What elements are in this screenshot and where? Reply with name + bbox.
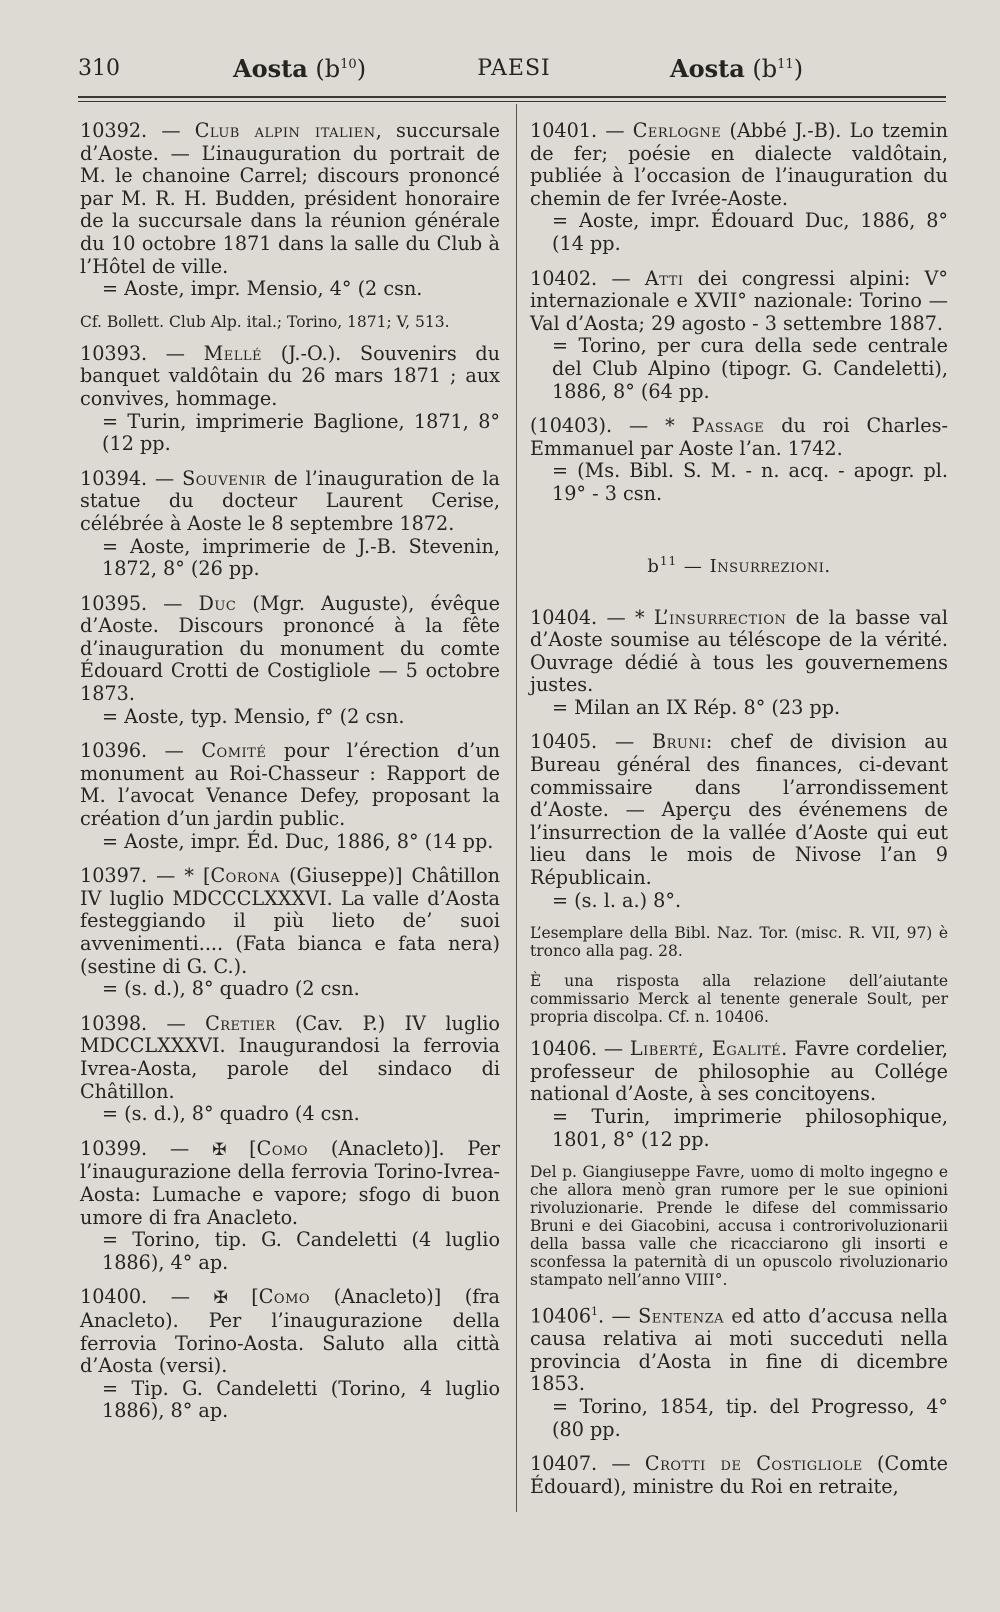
entry-publication: = Turin, imprimerie Baglione, 1871, 8° (12 pp. bbox=[102, 409, 500, 456]
entry-publication: = Aoste, impr. Mensio, 4° (2 csn. bbox=[102, 277, 423, 301]
header-right-title: Aosta $(b^{11})$ bbox=[670, 54, 804, 83]
left-column bbox=[80, 120, 500, 1435]
entry-author: Cerlogne bbox=[632, 119, 722, 142]
entry-author: Club alpin italien bbox=[194, 119, 376, 142]
entry-author: Mellé bbox=[203, 341, 263, 365]
cross-icon: ✠ bbox=[213, 1288, 228, 1309]
entry-10394: 10394. — Souvenir de l’inauguration de la statue du docteur Laurent Cerise, célébrée à Aoste le 8 septembre 1872. = Aoste, imprimerie de J.-B. Stevenin, 1872, 8° (26 pp. bbox=[80, 466, 500, 581]
entry-10397: 10397. — * [Corona (Giuseppe)] Châtillon IV luglio MDCCCLXXXVI. La valle d’Aosta festeggiando il più lieto de’ suoi avvenimenti.... (Fata bianca e fata nera) (sestine di G. C.). = (s. d.), 8° quadro (2 csn. bbox=[80, 864, 501, 1001]
entry-author: Crotti de Costigliole bbox=[644, 1452, 863, 1476]
entry-10401: 10401. — Cerlogne (Abbé J.-B). Lo tzemin de fer; poésie en dialecte valdôtain, publiée à l’occasion de l’inauguration du chemin de fer Ivrée-Aoste. = Aoste, impr. Édouard Duc, 1886, 8° (14 pp. bbox=[530, 119, 948, 255]
entry-10406: 10406. — Liberté, Egalité. Favre cordelier, professeur de philosophie au Collége national d’Aoste, à ses concitoyens. = Turin, imprimerie philosophique, 1801, 8° (12 pp. bbox=[530, 1037, 948, 1151]
entry-publication: = (s. d.), 8° quadro (4 csn. bbox=[102, 1102, 360, 1126]
entry-publication: = (Ms. Bibl. S. M. - n. acq. - apogr. pl. 19° - 3 csn. bbox=[552, 459, 948, 505]
entry-publication: = Turin, imprimerie philosophique, 1801, 8° (12 pp. bbox=[552, 1105, 948, 1151]
header-left-title: Aosta $(b^{10})$ bbox=[233, 54, 367, 83]
entry-author: L’insurrection bbox=[653, 605, 787, 629]
entry-10402: 10402. — Atti dei congressi alpini: V° internazionale e XVII° nazionale: Torino — Val d’Aosta; 29 agosto - 3 settembre 1887. = Torino, per cura della sede centrale del Club Alpino (tipogr. G. Candeletti), 1886, 8° (64 pp. bbox=[530, 266, 949, 403]
entry-publication: = Aoste, typ. Mensio, f° (2 csn. bbox=[102, 704, 405, 728]
entry-author: Como bbox=[256, 1136, 308, 1160]
entry-author: Cretier bbox=[205, 1011, 276, 1035]
entry-publication: = (s. d.), 8° quadro (2 csn. bbox=[102, 977, 360, 1001]
entry-author: Atti bbox=[644, 266, 684, 290]
entry-10393: 10393. — Mellé (J.-O.). Souvenirs du banquet valdôtain du 26 mars 1871 ; aux convives, hommage. = Turin, imprimerie Baglione, 1871, 8° (12 pp. bbox=[80, 341, 500, 456]
entry-10399: 10399. — ✠ [Como (Anacleto)]. Per l’inaugurazione della ferrovia Torino-Ivrea-Aosta: Lumache e vapore; sfogo di buon umore di fra Anacleto. = Torino, tip. G. Candeletti (4 luglio 1886), 4° ap. bbox=[80, 1136, 500, 1274]
header-center-title: PAESI bbox=[477, 56, 551, 81]
entry-publication: = Milan an IX Rép. 8° (23 pp. bbox=[552, 695, 841, 719]
entry-note: Del p. Giangiuseppe Favre, uomo di molto ingegno e che allora menò gran rumore per le sue opinioni rivoluzionarie. Prende le difese del commissario Bruni e dei Giacobini, accusa i controrivoluzionarii della bassa valle che ricacciarono gli insorti e sconfessa la paternità di un opuscolo rivoluzionario stampato nell’anno VIII°. bbox=[530, 1163, 948, 1290]
entry-10392: 10392. — Club alpin italien, succursale d’Aoste. — L’inauguration du portrait de M. le chanoine Carrel; discours prononcé par M. R. H. Budden, président honoraire de la succursale dans la réunion générale du 10 octobre 1871 dans la salle du Club à l’Hôtel de ville. = Aoste, impr. Mensio, 4° (2 csn. bbox=[80, 119, 500, 301]
section-heading: $b^{11}$ — Insurrezioni. bbox=[647, 553, 831, 577]
entry-publication: = Aoste, impr. Éd. Duc, 1886, 8° (14 pp. bbox=[102, 829, 494, 853]
entry-author: Liberté, Egalité. bbox=[629, 1037, 788, 1061]
entry-author: Duc bbox=[198, 591, 237, 615]
header-rule-thick bbox=[78, 96, 946, 98]
entry-author: Como bbox=[258, 1285, 311, 1309]
entry-10396: 10396. — Comité pour l’érection d’un monument au Roi-Chasseur : Rapport de M. l’avocat Venance Defey, proposant la création d’un jardin public. = Aoste, impr. Éd. Duc, 1886, 8° (14 pp. bbox=[80, 739, 500, 853]
entry-10406-1: 10406$^1$. — Sentenza ed atto d’accusa nella causa relativa ai moti succeduti nella provincia d’Aosta in fine di dicembre 1853. = Torino, 1854, tip. del Progresso, 4° (80 pp. bbox=[530, 1304, 948, 1441]
entry-10404: 10404. — * L’insurrection de la basse val d’Aoste soumise au téléscope de la vérité. Ouvrage dédié à tous les gouvernemens justes. = Milan an IX Rép. 8° (23 pp. bbox=[530, 605, 949, 719]
entry-publication: = (s. l. a.) 8°. bbox=[552, 888, 682, 912]
entry-note: L’esemplare della Bibl. Naz. Tor. (misc. R. VII, 97) è tronco alla pag. 28. bbox=[530, 924, 948, 961]
column-divider bbox=[516, 104, 517, 1512]
entry-author: Passage bbox=[691, 414, 765, 438]
header-rule-thin bbox=[78, 101, 946, 102]
entry-publication: = Tip. G. Candeletti (Torino, 4 luglio 1886), 8° ap. bbox=[102, 1376, 500, 1423]
entry-publication: = Aoste, imprimerie de J.-B. Stevenin, 1872, 8° (26 pp. bbox=[102, 534, 500, 581]
entry-publication: = Torino, per cura della sede centrale del Club Alpino (tipogr. G. Candeletti), 1886, 8° (64 pp. bbox=[552, 334, 948, 403]
entry-author: Comité bbox=[201, 739, 267, 763]
entry-10400: 10400. — ✠ [Como (Anacleto)] (fra Anacleto). Per l’inaugurazione della ferrovia Torino-Aosta. Saluto alla città d’Aosta (versi). = Tip. G. Candeletti (Torino, 4 luglio 1886), 8° ap. bbox=[80, 1285, 500, 1423]
entry-author: Souvenir bbox=[182, 466, 267, 490]
right-column bbox=[530, 120, 948, 1510]
entry-10407: 10407. — Crotti de Costigliole (Comte Édouard), ministre du Roi en retraite, bbox=[530, 1452, 948, 1498]
entry-author: Sentenza bbox=[638, 1304, 725, 1328]
running-header bbox=[78, 52, 950, 92]
entry-10405: 10405. — Bruni: chef de division au Bureau général des finances, ci-devant commissaire dans l’arrondissement d’Aoste. — Aperçu des événemens de l’insurrection de la vallée d’Aoste qui eut lieu dans le mois de Nivose l’an 9 Républicain. = (s. l. a.) 8°. bbox=[530, 730, 948, 912]
cross-icon: ✠ bbox=[212, 1139, 227, 1160]
entry-publication: = Aoste, impr. Édouard Duc, 1886, 8° (14 pp. bbox=[552, 209, 948, 255]
entry-publication: = Torino, 1854, tip. del Progresso, 4° (80 pp. bbox=[552, 1394, 948, 1441]
entry-10395: 10395. — Duc (Mgr. Auguste), évêque d’Aoste. Discours prononcé à la fête d’inauguration du monument du comte Édouard Crotti de Costigliole — 5 octobre 1873. = Aoste, typ. Mensio, f° (2 csn. bbox=[80, 591, 500, 728]
entry-publication: = Torino, tip. G. Candeletti (4 luglio 1886), 4° ap. bbox=[102, 1228, 500, 1274]
entry-note: Cf. Bollett. Club Alp. ital.; Torino, 1871; V, 513. bbox=[80, 312, 450, 331]
entry-10403: (10403). — * Passage du roi Charles-Emmanuel par Aoste l’an. 1742. = (Ms. Bibl. S. M. - n. acq. - apogr. pl. 19° - 3 csn. bbox=[530, 414, 948, 505]
page-number: 310 bbox=[78, 56, 120, 81]
entry-author: Corona bbox=[210, 864, 281, 888]
entry-author: Bruni bbox=[652, 730, 706, 754]
entry-10398: 10398. — Cretier (Cav. P.) IV luglio MDCCLXXXVI. Inaugurandosi la ferrovia Ivrea-Aosta, parole del sindaco di Châtillon. = (s. d.), 8° quadro (4 csn. bbox=[80, 1011, 500, 1126]
entry-note: È una risposta alla relazione dell’aiutante commissario Merck al tenente generale Soult, per propria discolpa. Cf. n. 10406. bbox=[530, 972, 948, 1027]
